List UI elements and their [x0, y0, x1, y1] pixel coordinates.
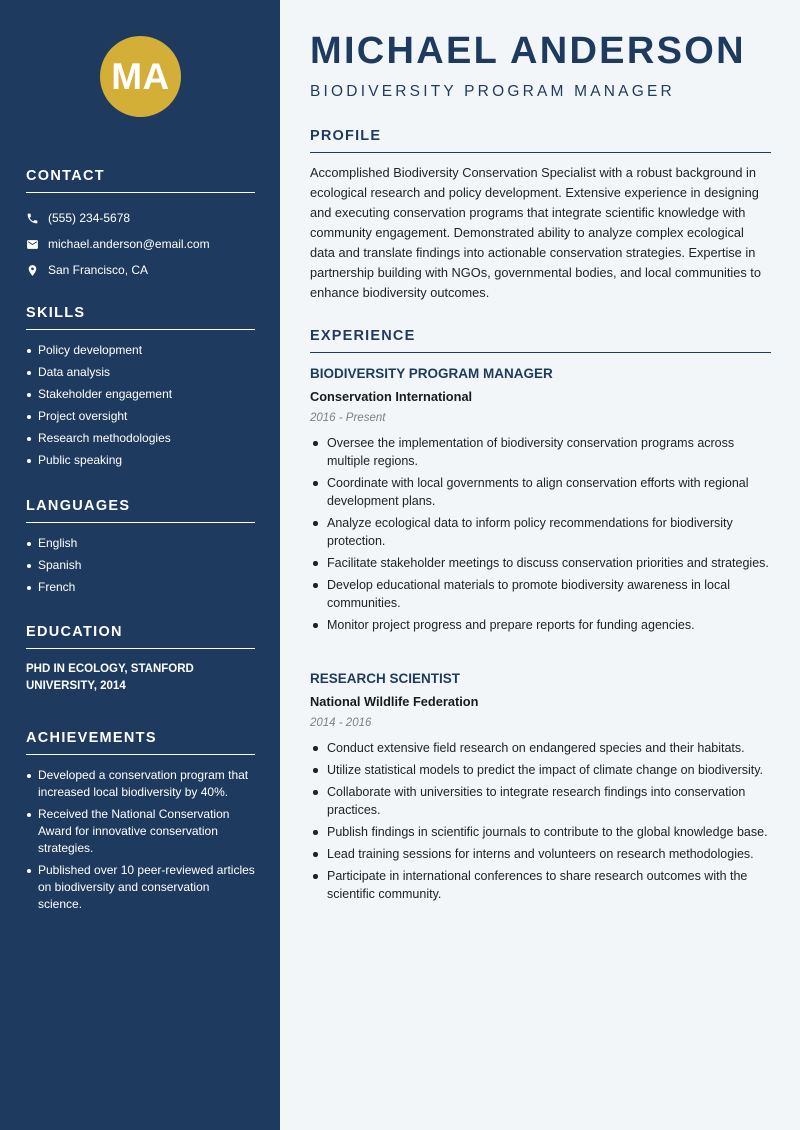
list-item: Develop educational materials to promote biodiversity awareness in local communities. — [310, 576, 771, 612]
skills-heading: SKILLS — [26, 305, 255, 330]
job-dates: 2014 - 2016 — [310, 717, 372, 729]
list-item: Policy development — [26, 342, 255, 359]
job-entry — [310, 365, 771, 638]
languages-section — [26, 498, 255, 601]
contact-section — [26, 168, 255, 283]
skills-list — [26, 342, 255, 469]
list-item: English — [26, 535, 255, 552]
list-item: Oversee the implementation of biodiversity conservation programs across multiple regions. — [310, 434, 771, 470]
list-item: Data analysis — [26, 364, 255, 381]
languages-list — [26, 535, 255, 596]
contact-heading: CONTACT — [26, 168, 255, 193]
list-item: Project oversight — [26, 408, 255, 425]
avatar: MA — [100, 36, 181, 117]
list-item: Received the National Conservation Award for innovative conservation strategies. — [26, 806, 255, 857]
list-item: Developed a conservation program that increased local biodiversity by 40%. — [26, 767, 255, 801]
list-item: Lead training sessions for interns and volunteers on research methodologies. — [310, 845, 771, 863]
profile-heading: PROFILE — [310, 128, 771, 153]
list-item: Participate in international conferences to share research outcomes with the scientific community. — [310, 867, 771, 903]
job-title: RESEARCH SCIENTIST — [310, 671, 461, 686]
profile-text: Accomplished Biodiversity Conservation Specialist with a robust background in ecological research and policy development. Extensive experience in designing and executing conservation programs that integrate scientific knowledge with community engagement. Demonstrated ability to analyze complex ecological data and translate findings into actionable conservation strategies. Expertise in partnership building with NGOs, governmental bodies, and local communities to enhance biodiversity outcomes. — [310, 165, 761, 300]
list-item: Research methodologies — [26, 430, 255, 447]
languages-heading: LANGUAGES — [26, 498, 255, 523]
list-item: Collaborate with universities to integrate research findings into conservation practices. — [310, 783, 771, 819]
job-headline: BIODIVERSITY PROGRAM MANAGER — [310, 83, 675, 100]
phone-icon — [26, 212, 39, 225]
list-item: Spanish — [26, 557, 255, 574]
job-company: National Wildlife Federation — [310, 694, 479, 709]
list-item: Conduct extensive field research on endangered species and their habitats. — [310, 739, 771, 757]
job-title: BIODIVERSITY PROGRAM MANAGER — [310, 366, 553, 381]
achievements-heading: ACHIEVEMENTS — [26, 730, 255, 755]
achievements-list — [26, 767, 255, 913]
mail-icon — [26, 238, 39, 251]
sidebar — [0, 0, 280, 1130]
list-item: Publish findings in scientific journals to contribute to the global knowledge base. — [310, 823, 771, 841]
location-pin-icon — [26, 264, 39, 277]
list-item: Facilitate stakeholder meetings to discuss conservation priorities and strategies. — [310, 554, 771, 572]
list-item: Analyze ecological data to inform policy recommendations for biodiversity protection. — [310, 514, 771, 550]
list-item: Coordinate with local governments to align conservation efforts with regional development plans. — [310, 474, 771, 510]
skills-section — [26, 305, 255, 474]
education-heading: EDUCATION — [26, 624, 255, 649]
job-dates: 2016 - Present — [310, 412, 386, 424]
person-name: MICHAEL ANDERSON — [310, 30, 746, 72]
job-company: Conservation International — [310, 389, 473, 404]
phone-text: (555) 234-5678 — [48, 211, 131, 225]
education-section — [26, 624, 255, 695]
email-text: michael.anderson@email.com — [48, 237, 210, 251]
list-item: Published over 10 peer-reviewed articles on biodiversity and conservation science. — [26, 862, 255, 913]
list-item: Monitor project progress and prepare reports for funding agencies. — [310, 616, 771, 634]
contact-email — [26, 231, 255, 257]
experience-heading: EXPERIENCE — [310, 328, 771, 353]
list-item: French — [26, 579, 255, 596]
job-bullets — [310, 739, 771, 903]
education-entry: PHD IN ECOLOGY, STANFORD UNIVERSITY, 2014 — [26, 663, 194, 692]
contact-location — [26, 257, 255, 283]
list-item: Public speaking — [26, 452, 255, 469]
list-item: Utilize statistical models to predict the impact of climate change on biodiversity. — [310, 761, 771, 779]
list-item: Stakeholder engagement — [26, 386, 255, 403]
job-bullets — [310, 434, 771, 634]
achievements-section — [26, 730, 255, 918]
job-entry — [310, 670, 771, 907]
contact-phone — [26, 205, 255, 231]
location-text: San Francisco, CA — [48, 263, 149, 277]
